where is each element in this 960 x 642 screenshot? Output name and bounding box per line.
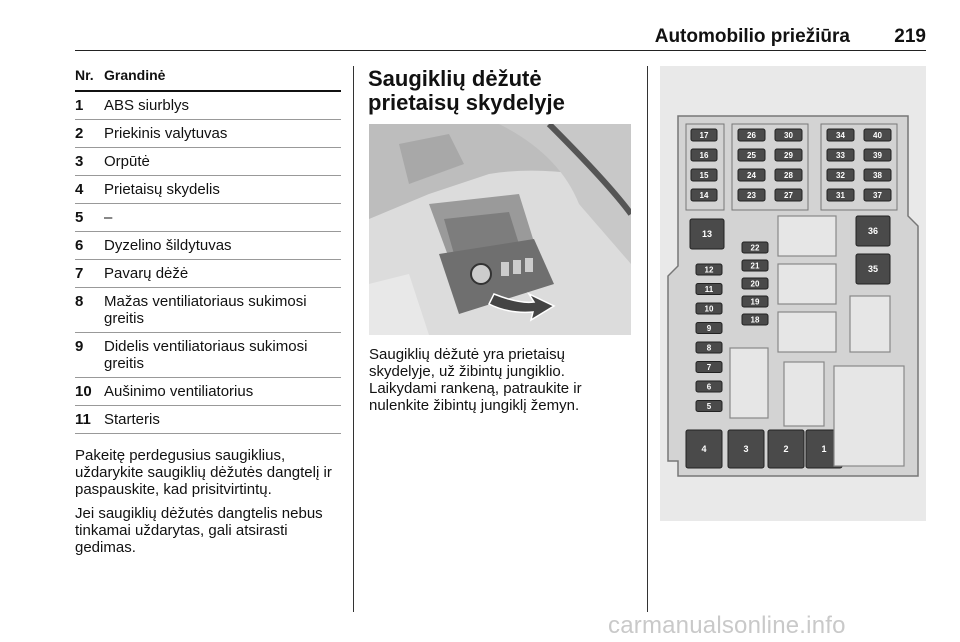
column-divider: [647, 66, 648, 612]
table-header: [75, 67, 341, 92]
row-number: 10: [75, 383, 92, 400]
footer-watermark: carmanualsonline.info: [608, 612, 846, 639]
fuse-label: 20: [750, 279, 760, 289]
row-circuit: Mažas ventiliatoriaus sukimosi greitis: [104, 293, 307, 327]
table-row: [75, 288, 341, 333]
fuse-label: 31: [836, 190, 845, 200]
page-header: [75, 24, 926, 51]
column-divider: [353, 66, 354, 612]
page-number: 219: [894, 26, 926, 47]
fuse-label: 14: [699, 190, 709, 200]
fuse-label: 33: [836, 150, 845, 160]
empty-slot: [834, 366, 904, 466]
fuse-label: 32: [836, 170, 845, 180]
table-row: [75, 92, 341, 120]
relay-label: 3: [743, 444, 749, 455]
relay-label: 36: [867, 226, 879, 237]
row-circuit: Pavarų dėžė: [104, 265, 189, 282]
fusebox-diagram: [660, 66, 926, 521]
relay-label: 13: [701, 229, 713, 240]
table-row: [75, 378, 341, 406]
relay-label: 2: [783, 444, 789, 455]
page-title: Automobilio priežiūra: [654, 26, 850, 47]
empty-slot: [778, 312, 836, 352]
fuse-label: 16: [699, 150, 709, 160]
row-number: 5: [75, 209, 84, 226]
section-column: [368, 67, 636, 115]
empty-slot: [778, 216, 836, 256]
fuse-label: 18: [750, 315, 760, 325]
table-row: [75, 204, 341, 232]
fuse-label: 29: [784, 150, 793, 160]
fuse-label: 10: [704, 304, 714, 314]
fuse-label: 17: [699, 130, 709, 140]
row-circuit: Prietaisų skydelis: [104, 181, 220, 198]
fuse-label: 5: [706, 401, 712, 411]
section-title: Saugiklių dėžutė prietaisų skydelyje: [368, 66, 565, 115]
row-circuit: –: [104, 209, 113, 226]
paragraph: Jei saugiklių dėžutės dangtelis nebus tinkamai uždarytas, gali atsirasti gedimas.: [75, 505, 323, 556]
dashboard-photo: [369, 124, 631, 335]
row-circuit: Starteris: [104, 411, 160, 428]
fuse-label: 24: [747, 170, 756, 180]
row-circuit: ABS siurblys: [104, 97, 190, 114]
row-number: 8: [75, 293, 84, 310]
row-number: 11: [75, 411, 91, 428]
fuse-label: 19: [750, 297, 760, 307]
fuse-label: 23: [747, 190, 756, 200]
row-number: 9: [75, 338, 84, 355]
relay-label: 35: [867, 264, 879, 275]
fuse-label: 15: [699, 170, 709, 180]
row-number: 7: [75, 265, 84, 282]
fuse-table-column: [75, 67, 341, 556]
row-circuit: Priekinis valytuvas: [104, 125, 228, 142]
empty-slot: [850, 296, 890, 352]
row-number: 1: [75, 97, 84, 114]
fuse-label: 27: [784, 190, 793, 200]
empty-slot: [784, 362, 824, 426]
fuse-label: 34: [836, 130, 845, 140]
fuse-label: 40: [873, 130, 882, 140]
fuse-label: 11: [704, 284, 714, 294]
table-row: [75, 406, 341, 434]
table-row: [75, 333, 341, 378]
row-number: 6: [75, 237, 84, 254]
relay-label: 1: [821, 444, 827, 455]
row-number: 4: [75, 181, 84, 198]
col-nr: Nr.: [75, 67, 94, 83]
row-number: 2: [75, 125, 84, 142]
empty-slot: [778, 264, 836, 304]
fuse-label: 6: [706, 382, 712, 392]
fuse-label: 21: [750, 261, 760, 271]
fuse-label: 39: [873, 150, 882, 160]
section-text: Saugiklių dėžutė yra prietaisų skydelyje, už žibintų jungiklio. Laikydami rankeną, patraukite ir nulenkite žibintų jungiklį žemyn.: [369, 346, 582, 414]
fuse-label: 8: [706, 343, 712, 353]
table-row: [75, 176, 341, 204]
col-circuit: Grandinė: [104, 67, 166, 83]
fuse-label: 7: [706, 362, 712, 372]
row-circuit: Aušinimo ventiliatorius: [104, 383, 254, 400]
fuse-label: 37: [873, 190, 882, 200]
row-circuit: Orpūtė: [104, 153, 150, 170]
table-row: [75, 120, 341, 148]
fuse-label: 22: [750, 243, 760, 253]
fuse-label: 12: [704, 265, 714, 275]
paragraph: Pakeitę perdegusius saugiklius, uždarykite saugiklių dėžutės dangtelį ir paspauskite, kad prisitvirtintų.: [75, 447, 332, 498]
fuse-label: 28: [784, 170, 793, 180]
table-row: [75, 260, 341, 288]
relay-label: 4: [701, 444, 707, 455]
fuse-label: 30: [784, 130, 793, 140]
empty-slot: [730, 348, 768, 418]
fuse-label: 26: [747, 130, 756, 140]
table-row: [75, 232, 341, 260]
fuse-label: 38: [873, 170, 882, 180]
table-row: [75, 148, 341, 176]
row-number: 3: [75, 153, 84, 170]
table-body: [75, 92, 341, 434]
row-circuit: Dyzelino šildytuvas: [104, 237, 232, 254]
fuse-label: 25: [747, 150, 756, 160]
fuse-label: 9: [706, 323, 712, 333]
row-circuit: Didelis ventiliatoriaus sukimosi greitis: [104, 338, 308, 372]
